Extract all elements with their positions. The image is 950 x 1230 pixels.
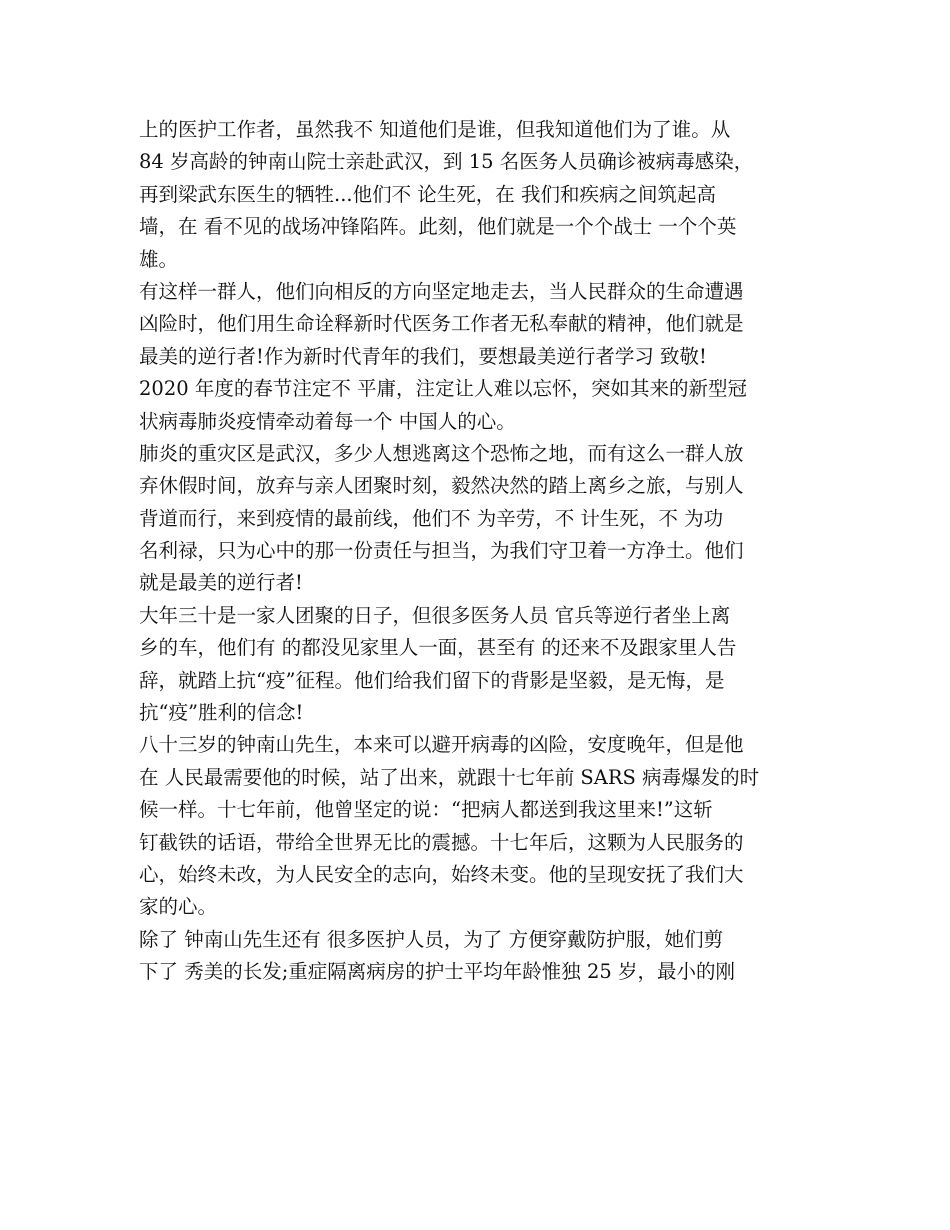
text-line: 大年三十是一家人团聚的日子，但很多医务人员 官兵等逆行者坐上离 (139, 603, 731, 627)
body-text (139, 114, 819, 989)
text-line: 辞，就踏上抗“疫”征程。他们给我们留下的背影是坚毅，是无悔，是 (139, 668, 725, 692)
text-line: 八十三岁的钟南山先生，本来可以避开病毒的凶险，安度晚年，但是他 (139, 733, 744, 757)
text-line: 抗“疫”胜利的信念! (139, 701, 304, 725)
text-line: 凶险时，他们用生命诠释新时代医务工作者无私奉献的精神，他们就是 (139, 312, 744, 336)
text-line: 上的医护工作者，虽然我不 知道他们是谁，但我知道他们为了谁。从 (139, 118, 731, 141)
text-line: 在 人民最需要他的时候，站了出来，就跟十七年前 SARS 病毒爆发的时 (139, 765, 760, 789)
text-line: 状病毒肺炎疫情牵动着每一个 中国人的心。 (139, 409, 516, 433)
text-line: 84 岁高龄的钟南山院士亲赴武汉，到 15 名医务人员确诊被病毒感染， (139, 150, 754, 174)
text-line: 墙，在 看不见的战场冲锋陷阵。此刻，他们就是一个个战士 一个个英 (139, 215, 737, 239)
text-line: 有这样一群人，他们向相反的方向坚定地走去，当人民群众的生命遭遇 (139, 279, 744, 303)
text-line: 家的心。 (139, 895, 218, 919)
text-line: 候一样。十七年前，他曾坚定的说：“把病人都送到我这里来!”这斩 (139, 798, 713, 822)
text-line: 背道而行，来到疫情的最前线，他们不 为辛劳，不 计生死，不 为功 (139, 506, 724, 530)
text-line: 乡的车，他们有 的都没见家里人一面，甚至有 的还来不及跟家里人告 (139, 636, 737, 660)
text-line: 最美的逆行者!作为新时代青年的我们，要想最美逆行者学习 致敬! (139, 344, 707, 368)
text-line: 再到梁武东医生的牺牲...他们不 论生死，在 我们和疾病之间筑起高 (139, 182, 716, 206)
text-line: 钉截铁的话语，带给全世界无比的震撼。十七年后，这颗为人民服务的 (139, 830, 744, 854)
text-line: 肺炎的重灾区是武汉，多少人想逃离这个恐怖之地，而有这么一群人放 (139, 441, 744, 465)
text-line: 名利禄，只为心中的那一份责任与担当，为我们守卫着一方净土。他们 (139, 539, 744, 563)
text-line: 2020 年度的春节注定不 平庸，注定让人难以忘怀，突如其来的新型冠 (139, 377, 748, 401)
text-line: 雄。 (139, 247, 179, 271)
text-line: 就是最美的逆行者! (139, 571, 303, 595)
text-line: 弃休假时间，放弃与亲人团聚时刻，毅然决然的踏上离乡之旅，与别人 (139, 474, 744, 498)
text-line: 下了 秀美的长发;重症隔离病房的护士平均年龄惟独 25 岁，最小的刚 (139, 960, 735, 984)
text-line: 除了 钟南山先生还有 很多医护人员，为了 方便穿戴防护服，她们剪 (139, 927, 724, 951)
text-line: 心，始终未改，为人民安全的志向，始终未变。他的呈现安抚了我们大 (139, 862, 744, 886)
